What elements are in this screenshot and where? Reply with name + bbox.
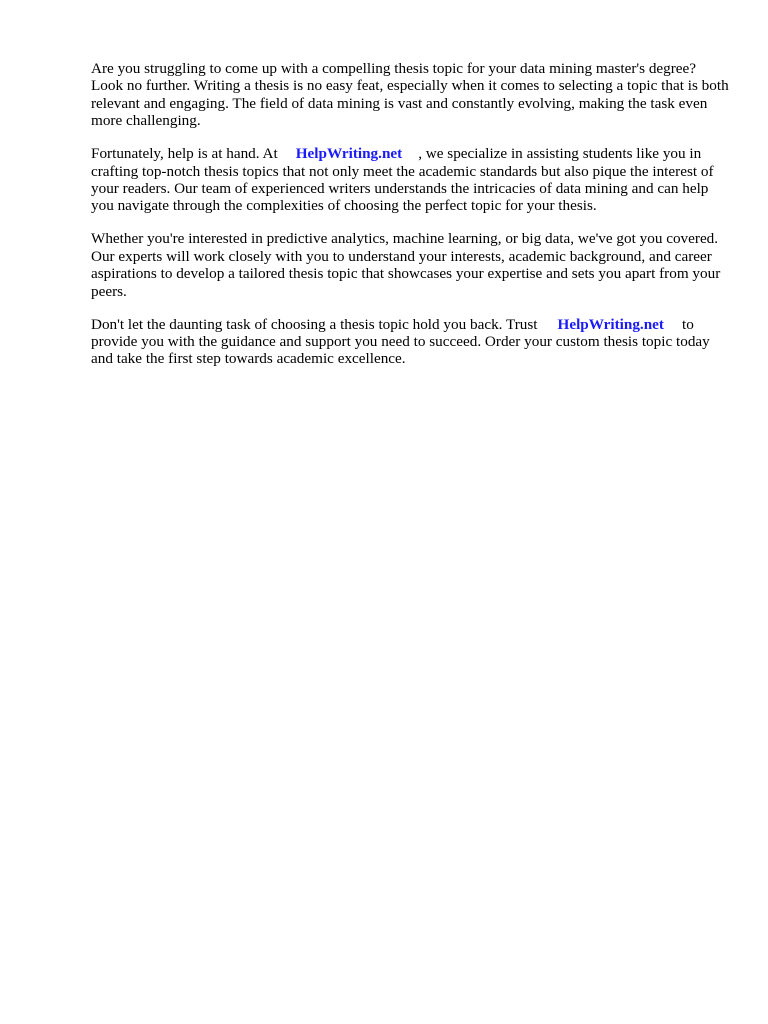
paragraph-intro-text: Are you struggling to come up with a compelling thesis topic for your data mining master's degree? Look no further. Writing a thesis is no easy feat, especially when it comes to selecting a topic that is both relevant and engaging. The field of data mining is vast and constantly evolving, making the task even more challenging. [91, 60, 729, 130]
paragraph-trust [91, 316, 731, 368]
paragraph-trust-before: Don't let the daunting task of choosing a thesis topic hold you back. Trust [91, 315, 538, 333]
paragraph-interests [91, 230, 731, 300]
paragraph-intro [91, 60, 731, 130]
paragraph-help-after: , we specialize in assisting students like you in crafting top-notch thesis topics that not only meet the academic standards but also pique the interest of your readers. Our team of experienced writers understands the intricacies of data mining and can help you navigate through the complexities of choosing the perfect topic for your thesis. [91, 145, 714, 215]
document-body [91, 60, 731, 383]
helpwriting-link[interactable]: HelpWriting.net [295, 145, 403, 163]
helpwriting-link-2[interactable]: HelpWriting.net [557, 315, 664, 333]
paragraph-help-before: Fortunately, help is at hand. At [91, 145, 278, 163]
paragraph-help [91, 145, 731, 215]
paragraph-interests-text: Whether you're interested in predictive analytics, machine learning, or big data, we've got you covered. Our experts will work closely with you to understand your interests, academic background, and career aspirations to develop a tailored thesis topic that showcases your expertise and sets you apart from your peers. [91, 230, 721, 300]
paragraph-trust-after: to provide you with the guidance and support you need to succeed. Order your custom thesis topic today and take the first step towards academic excellence. [91, 315, 710, 368]
